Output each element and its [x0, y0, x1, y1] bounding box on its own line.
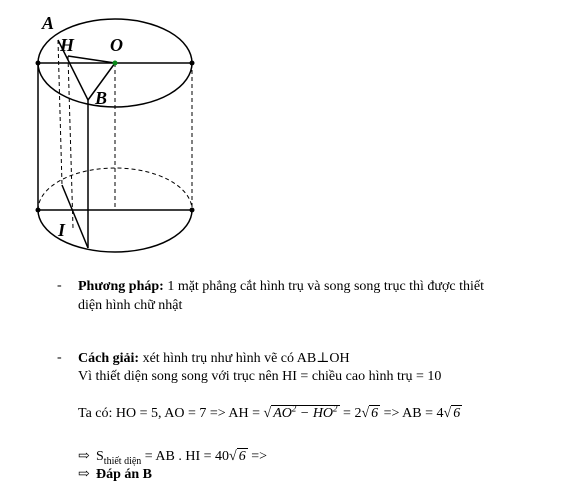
point-top-left: [36, 61, 41, 66]
answer-line: [78, 466, 152, 484]
perp-symbol: ⊥: [316, 351, 330, 366]
area-root-six: 6: [238, 449, 246, 464]
calc-prefix: Ta có: HO = 5, AO = 7 => AH =: [78, 406, 264, 421]
label-b: B: [95, 88, 108, 108]
method-text-2: diện hình chữ nhật: [78, 298, 183, 313]
solution-line: [78, 350, 350, 368]
root-sign: √: [263, 406, 272, 421]
height-line: Vì thiết diện song song với trục nên HI = chiều cao hình trụ = 10: [78, 369, 442, 384]
calc-eq: = 2: [339, 406, 362, 421]
point-bottom-right: [190, 208, 195, 213]
radicand: $AO^2 - HO^2$: [273, 403, 338, 421]
area-s: S: [96, 449, 104, 464]
cylinder-figure: [0, 0, 300, 260]
section-edge-a: [58, 40, 62, 185]
area-text: = AB . HI = 40: [141, 449, 230, 464]
label-o: O: [110, 35, 123, 55]
bullet-dash: -: [57, 350, 62, 365]
method-text-1: 1 mặt phẳng cắt hình trụ và song song trục thì được thiết: [167, 279, 485, 294]
calc-line: Ta có: HO = 5, AO = 7 => AH = √ $AO^2 - HO^2 = 2√$ 6 => AB = 4√ 6: [78, 403, 461, 421]
label-h: H: [60, 35, 75, 55]
root-six: 6: [371, 406, 379, 421]
point-bottom-left: [36, 208, 41, 213]
answer-text: Đáp án B: [96, 467, 153, 482]
label-i: I: [58, 220, 66, 240]
arrow-icon: ⇨: [78, 449, 90, 464]
segment-ib: [62, 185, 88, 248]
calc-ab: => AB = 4: [380, 406, 444, 421]
label-a: A: [42, 13, 55, 33]
area-line: ⇨ $S_{thiết diện}$ = AB . HI = 40√ 6 =>: [78, 449, 268, 467]
bullet-dash: -: [57, 278, 62, 293]
solution-text: xét hình trụ như hình vẽ có AB: [142, 351, 317, 366]
solution-oh: OH: [329, 351, 350, 366]
root-six-ab: 6: [453, 406, 461, 421]
point-o: [113, 61, 118, 66]
solution-label: Cách giải:: [78, 351, 140, 366]
arrow-icon: ⇨: [78, 467, 90, 482]
point-top-right: [190, 61, 195, 66]
method-label: Phương pháp:: [78, 279, 164, 294]
area-sub: thiết diện: [103, 455, 142, 467]
method-line-1: [78, 278, 484, 296]
area-end: =>: [247, 449, 268, 464]
segment-ho: [68, 56, 115, 63]
